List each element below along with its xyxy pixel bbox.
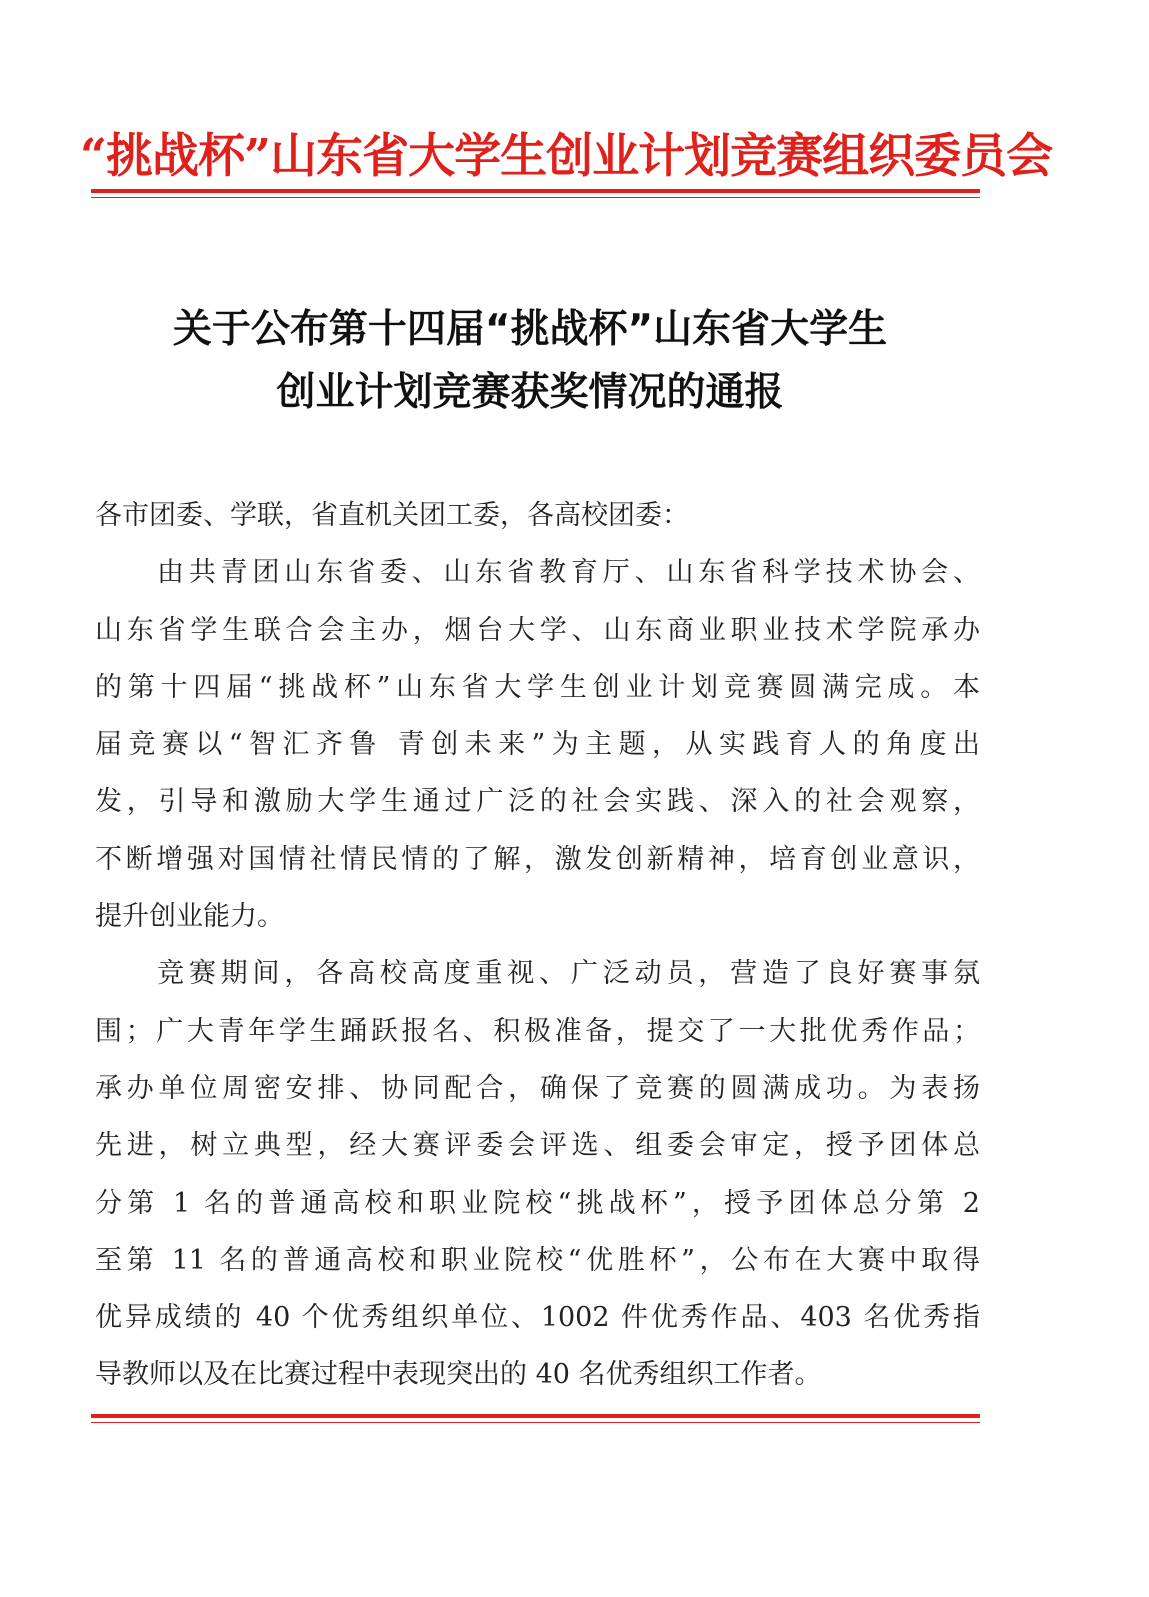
body-line: 至第 11 名的普通高校和职业院校“优胜杯”，公布在大赛中取得 xyxy=(95,1244,980,1276)
body-line: 分第 1 名的普通高校和职业院校“挑战杯”，授予团体总分第 2 xyxy=(95,1187,980,1219)
body-line: 发，引导和激励大学生通过广泛的社会实践、深入的社会观察， xyxy=(95,786,980,818)
document-title-line-2: 创业计划竞赛获奖情况的通报 xyxy=(276,370,784,415)
document-header-org-name: “挑战杯”山东省大学生创业计划竞赛组织委员会 xyxy=(80,129,1053,184)
body-line: 届竞赛以“智汇齐鲁 青创未来”为主题，从实践育人的角度出 xyxy=(95,729,980,761)
body-line: 不断增强对国情社情民情的了解，激发创新精神，培育创业意识， xyxy=(95,843,980,875)
body-line: 导教师以及在比赛过程中表现突出的 40 名优秀组织工作者。 xyxy=(95,1359,822,1391)
document-title-line-1: 关于公布第十四届“挑战杯”山东省大学生 xyxy=(172,307,888,352)
document-body xyxy=(95,487,980,1404)
body-line: 承办单位周密安排、协同配合，确保了竞赛的圆满成功。为表扬 xyxy=(95,1072,980,1104)
header-rule-thick xyxy=(91,189,980,193)
salutation-line: 各市团委、学联，省直机关团工委，各高校团委： xyxy=(95,500,689,531)
body-line: 提升创业能力。 xyxy=(95,901,284,933)
body-line: 先进，树立典型，经大赛评委会评选、组委会审定，授予团体总 xyxy=(95,1130,980,1162)
body-line: 由共青团山东省委、山东省教育厅、山东省科学技术协会、 xyxy=(157,557,980,589)
footer-rule-thick xyxy=(91,1414,980,1418)
body-line: 的第十四届“挑战杯”山东省大学生创业计划竞赛圆满完成。本 xyxy=(95,671,980,703)
body-line: 优异成绩的 40 个优秀组织单位、1002 件优秀作品、403 名优秀指 xyxy=(95,1302,980,1334)
footer-rule-thin xyxy=(91,1422,980,1423)
header-rule-thin xyxy=(91,197,980,198)
body-line: 竞赛期间，各高校高度重视、广泛动员，营造了良好赛事氛 xyxy=(157,958,980,990)
body-line: 围；广大青年学生踊跃报名、积极准备，提交了一大批优秀作品； xyxy=(95,1015,980,1047)
body-line: 山东省学生联合会主办，烟台大学、山东商业职业技术学院承办 xyxy=(95,614,980,646)
